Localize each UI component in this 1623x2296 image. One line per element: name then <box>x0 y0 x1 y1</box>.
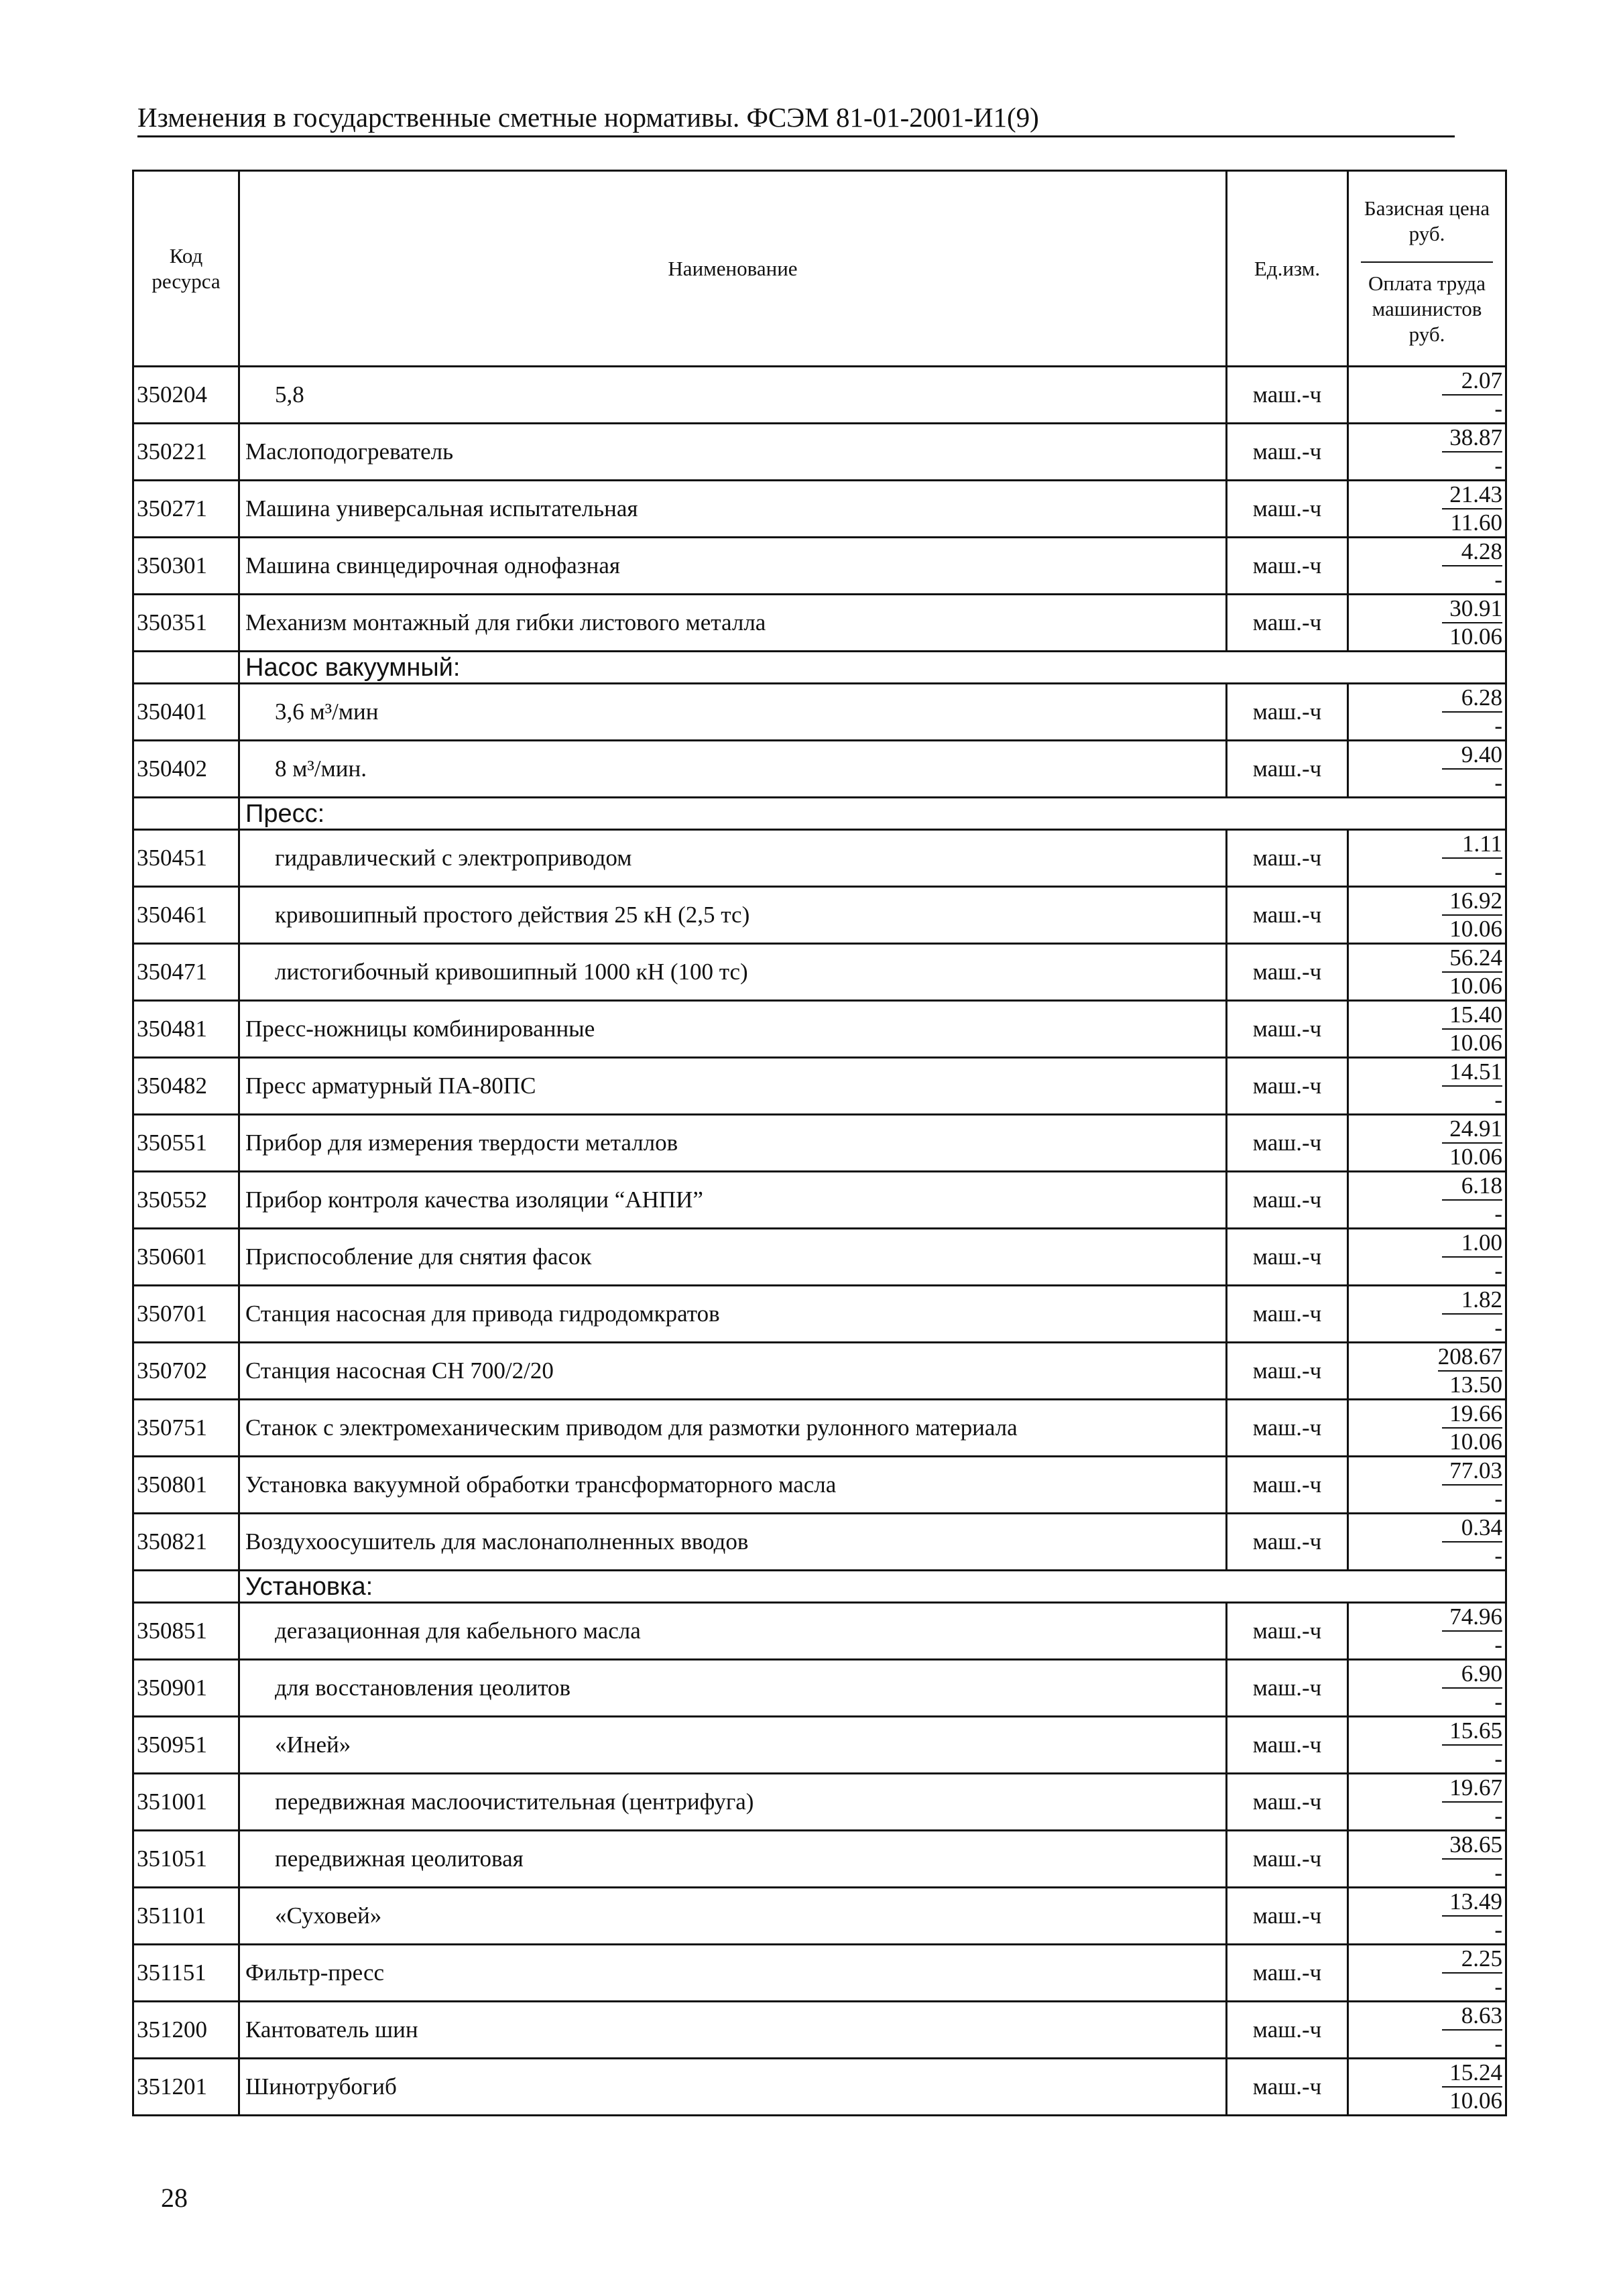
resource-code: 350482 <box>133 1058 239 1115</box>
price-cell <box>1348 2059 1506 2116</box>
price-cell <box>1348 887 1506 944</box>
table-row <box>133 538 1506 595</box>
resource-name: Прибор контроля качества изоляции “АНПИ” <box>239 1172 1227 1229</box>
table-row <box>133 1774 1506 1831</box>
base-price: 6.90 <box>1442 1660 1502 1689</box>
table-row <box>133 1229 1506 1286</box>
table-row <box>133 1603 1506 1660</box>
price-cell <box>1348 1058 1506 1115</box>
operator-wage: - <box>1494 396 1502 422</box>
base-price: 8.63 <box>1442 2002 1502 2031</box>
resource-code: 350702 <box>133 1343 239 1400</box>
group-heading-row <box>133 798 1506 830</box>
resource-code: 350751 <box>133 1400 239 1457</box>
price-cell <box>1348 1001 1506 1058</box>
base-price: 4.28 <box>1442 538 1502 566</box>
price-cell <box>1348 595 1506 652</box>
base-price: 16.92 <box>1442 888 1502 916</box>
price-cell <box>1348 944 1506 1001</box>
column-header-price <box>1348 171 1506 367</box>
unit-of-measure: маш.-ч <box>1227 1343 1348 1400</box>
resource-code: 350481 <box>133 1001 239 1058</box>
base-price: 74.96 <box>1442 1604 1502 1632</box>
resource-name: кривошипный простого действия 25 кН (2,5 тс) <box>239 887 1227 944</box>
table-row <box>133 944 1506 1001</box>
table-row <box>133 2059 1506 2116</box>
resource-name: гидравлический с электроприводом <box>239 830 1227 887</box>
price-cell <box>1348 1831 1506 1888</box>
unit-of-measure: маш.-ч <box>1227 481 1348 538</box>
unit-of-measure: маш.-ч <box>1227 595 1348 652</box>
price-cell <box>1348 1115 1506 1172</box>
operator-wage: - <box>1494 1315 1502 1341</box>
resource-name: Прибор для измерения твердости металлов <box>239 1115 1227 1172</box>
unit-of-measure: маш.-ч <box>1227 2002 1348 2059</box>
group-heading-row <box>133 652 1506 684</box>
table-row <box>133 1457 1506 1514</box>
resource-name: для восстановления цеолитов <box>239 1660 1227 1717</box>
table-row <box>133 1514 1506 1571</box>
table-row <box>133 887 1506 944</box>
resource-code: 350401 <box>133 684 239 741</box>
price-cell <box>1348 1400 1506 1457</box>
operator-wage: 10.06 <box>1449 973 1502 999</box>
operator-wage: - <box>1494 1917 1502 1943</box>
table-row <box>133 1115 1506 1172</box>
group-code-cell <box>133 798 239 830</box>
unit-of-measure: маш.-ч <box>1227 830 1348 887</box>
operator-wage: - <box>1494 452 1502 479</box>
base-price: 56.24 <box>1442 945 1502 973</box>
group-code-cell <box>133 1571 239 1603</box>
base-price: 15.40 <box>1442 1002 1502 1030</box>
base-price: 21.43 <box>1442 481 1502 509</box>
operator-wage: - <box>1494 1632 1502 1658</box>
unit-of-measure: маш.-ч <box>1227 1457 1348 1514</box>
operator-wage: 10.06 <box>1449 623 1502 650</box>
base-price: 38.87 <box>1442 424 1502 452</box>
table-row <box>133 1831 1506 1888</box>
operator-wage: - <box>1494 1803 1502 1829</box>
operator-wage: - <box>1494 2031 1502 2057</box>
base-price: 15.65 <box>1442 1717 1502 1746</box>
resource-name: Кантователь шин <box>239 2002 1227 2059</box>
base-price: 30.91 <box>1442 595 1502 623</box>
table-row <box>133 1717 1506 1774</box>
base-price: 19.66 <box>1442 1400 1502 1429</box>
unit-of-measure: маш.-ч <box>1227 1831 1348 1888</box>
column-header-name: Наименование <box>239 171 1227 367</box>
base-price: 6.28 <box>1442 684 1502 713</box>
unit-of-measure: маш.-ч <box>1227 1774 1348 1831</box>
column-header-operator-wage: Оплата труда машинистов руб. <box>1368 271 1486 346</box>
unit-of-measure: маш.-ч <box>1227 424 1348 481</box>
unit-of-measure: маш.-ч <box>1227 1001 1348 1058</box>
resource-name: «Суховей» <box>239 1888 1227 1945</box>
price-cell <box>1348 1774 1506 1831</box>
column-header-code: Код ресурса <box>133 171 239 367</box>
resource-name: Пресс-ножницы комбинированные <box>239 1001 1227 1058</box>
operator-wage: - <box>1494 770 1502 796</box>
unit-of-measure: маш.-ч <box>1227 1400 1348 1457</box>
unit-of-measure: маш.-ч <box>1227 1660 1348 1717</box>
operator-wage: - <box>1494 1974 1502 2000</box>
operator-wage: 10.06 <box>1449 1144 1502 1170</box>
unit-of-measure: маш.-ч <box>1227 1286 1348 1343</box>
group-fill-cell <box>1227 1571 1506 1603</box>
table-row <box>133 741 1506 798</box>
table-row <box>133 1343 1506 1400</box>
resource-name: дегазационная для кабельного масла <box>239 1603 1227 1660</box>
unit-of-measure: маш.-ч <box>1227 367 1348 424</box>
group-code-cell <box>133 652 239 684</box>
resource-code: 351201 <box>133 2059 239 2116</box>
table-row <box>133 1400 1506 1457</box>
resource-code: 350551 <box>133 1115 239 1172</box>
table-row <box>133 684 1506 741</box>
column-header-base-price: Базисная цена руб. <box>1361 186 1493 263</box>
resource-code: 350801 <box>133 1457 239 1514</box>
resource-code: 350951 <box>133 1717 239 1774</box>
operator-wage: - <box>1494 566 1502 593</box>
operator-wage: 10.06 <box>1449 1030 1502 1056</box>
resource-code: 350701 <box>133 1286 239 1343</box>
page-header: Изменения в государственные сметные нормативы. ФСЭМ 81-01-2001-И1(9) <box>137 101 1455 137</box>
operator-wage: - <box>1494 1486 1502 1512</box>
resource-code: 351151 <box>133 1945 239 2002</box>
table-row <box>133 830 1506 887</box>
base-price: 9.40 <box>1442 741 1502 770</box>
group-fill-cell <box>1227 798 1506 830</box>
table-row <box>133 1888 1506 1945</box>
column-header-unit: Ед.изм. <box>1227 171 1348 367</box>
unit-of-measure: маш.-ч <box>1227 1888 1348 1945</box>
table-row <box>133 1660 1506 1717</box>
table-row <box>133 1945 1506 2002</box>
resource-code: 350301 <box>133 538 239 595</box>
price-cell <box>1348 367 1506 424</box>
resource-name: Воздухоосушитель для маслонаполненных вводов <box>239 1514 1227 1571</box>
base-price: 38.65 <box>1442 1831 1502 1860</box>
unit-of-measure: маш.-ч <box>1227 538 1348 595</box>
table-header-row <box>133 171 1506 367</box>
price-cell <box>1348 1457 1506 1514</box>
resource-name: передвижная цеолитовая <box>239 1831 1227 1888</box>
table-row <box>133 1001 1506 1058</box>
base-price: 0.34 <box>1442 1514 1502 1543</box>
resource-code: 350402 <box>133 741 239 798</box>
resource-name: 8 м³/мин. <box>239 741 1227 798</box>
price-cell <box>1348 1514 1506 1571</box>
operator-wage: - <box>1494 1746 1502 1772</box>
resource-name: Машина свинцедирочная однофазная <box>239 538 1227 595</box>
operator-wage: - <box>1494 713 1502 739</box>
resource-code: 350552 <box>133 1172 239 1229</box>
price-cell <box>1348 1603 1506 1660</box>
base-price: 208.67 <box>1438 1343 1502 1372</box>
group-heading: Насос вакуумный: <box>239 652 1227 684</box>
resource-name: Машина универсальная испытательная <box>239 481 1227 538</box>
resource-name: Установка вакуумной обработки трансформаторного масла <box>239 1457 1227 1514</box>
group-fill-cell <box>1227 652 1506 684</box>
operator-wage: - <box>1494 1258 1502 1284</box>
resource-code: 351101 <box>133 1888 239 1945</box>
operator-wage: - <box>1494 1860 1502 1886</box>
table-row <box>133 1172 1506 1229</box>
resource-name: Механизм монтажный для гибки листового металла <box>239 595 1227 652</box>
resource-code: 351001 <box>133 1774 239 1831</box>
base-price: 19.67 <box>1442 1774 1502 1803</box>
resource-code: 350451 <box>133 830 239 887</box>
operator-wage: 10.06 <box>1449 2088 1502 2114</box>
base-price: 15.24 <box>1442 2059 1502 2088</box>
resource-code: 350204 <box>133 367 239 424</box>
resource-name: Приспособление для снятия фасок <box>239 1229 1227 1286</box>
price-cell <box>1348 538 1506 595</box>
resource-code: 351200 <box>133 2002 239 2059</box>
table-row <box>133 1286 1506 1343</box>
resource-name: «Иней» <box>239 1717 1227 1774</box>
price-cell <box>1348 830 1506 887</box>
base-price: 14.51 <box>1442 1059 1502 1087</box>
unit-of-measure: маш.-ч <box>1227 887 1348 944</box>
price-cell <box>1348 1286 1506 1343</box>
table-body <box>133 367 1506 2116</box>
price-cell <box>1348 1172 1506 1229</box>
price-cell <box>1348 1945 1506 2002</box>
group-heading: Установка: <box>239 1571 1227 1603</box>
resource-code: 350461 <box>133 887 239 944</box>
unit-of-measure: маш.-ч <box>1227 1058 1348 1115</box>
resource-code: 350351 <box>133 595 239 652</box>
resource-name: Маслоподогреватель <box>239 424 1227 481</box>
operator-wage: - <box>1494 1087 1502 1113</box>
group-heading-row <box>133 1571 1506 1603</box>
resource-name: листогибочный кривошипный 1000 кН (100 тс) <box>239 944 1227 1001</box>
resource-name: 3,6 м³/мин <box>239 684 1227 741</box>
resource-name: Пресс арматурный ПА-80ПС <box>239 1058 1227 1115</box>
table-row <box>133 1058 1506 1115</box>
resource-name: Фильтр-пресс <box>239 1945 1227 2002</box>
table-row <box>133 2002 1506 2059</box>
operator-wage: - <box>1494 1201 1502 1227</box>
operator-wage: 13.50 <box>1449 1372 1502 1398</box>
operator-wage: 10.06 <box>1449 916 1502 942</box>
price-cell <box>1348 1229 1506 1286</box>
base-price: 1.11 <box>1442 831 1502 859</box>
resource-code: 350821 <box>133 1514 239 1571</box>
table-row <box>133 367 1506 424</box>
unit-of-measure: маш.-ч <box>1227 684 1348 741</box>
unit-of-measure: маш.-ч <box>1227 1945 1348 2002</box>
resource-code: 350601 <box>133 1229 239 1286</box>
resource-code: 350901 <box>133 1660 239 1717</box>
unit-of-measure: маш.-ч <box>1227 1514 1348 1571</box>
operator-wage: 11.60 <box>1450 509 1502 536</box>
unit-of-measure: маш.-ч <box>1227 1115 1348 1172</box>
resource-code: 351051 <box>133 1831 239 1888</box>
operator-wage: - <box>1494 859 1502 885</box>
price-cell <box>1348 1343 1506 1400</box>
group-heading: Пресс: <box>239 798 1227 830</box>
resource-name: Шинотрубогиб <box>239 2059 1227 2116</box>
base-price: 77.03 <box>1442 1457 1502 1486</box>
base-price: 24.91 <box>1442 1115 1502 1144</box>
price-cell <box>1348 481 1506 538</box>
base-price: 2.25 <box>1442 1945 1502 1974</box>
unit-of-measure: маш.-ч <box>1227 1717 1348 1774</box>
table-row <box>133 424 1506 481</box>
resource-name: Станция насосная для привода гидродомкратов <box>239 1286 1227 1343</box>
resource-name: Станок с электромеханическим приводом для размотки рулонного материала <box>239 1400 1227 1457</box>
resource-code: 350851 <box>133 1603 239 1660</box>
operator-wage: 10.06 <box>1449 1429 1502 1455</box>
table-row <box>133 481 1506 538</box>
resource-name: передвижная маслоочистительная (центрифуга) <box>239 1774 1227 1831</box>
resource-name: Станция насосная СН 700/2/20 <box>239 1343 1227 1400</box>
unit-of-measure: маш.-ч <box>1227 944 1348 1001</box>
price-cell <box>1348 1717 1506 1774</box>
unit-of-measure: маш.-ч <box>1227 2059 1348 2116</box>
resource-code: 350271 <box>133 481 239 538</box>
resource-table <box>132 170 1507 2116</box>
table-row <box>133 595 1506 652</box>
base-price: 1.00 <box>1442 1229 1502 1258</box>
operator-wage: - <box>1494 1543 1502 1569</box>
price-cell <box>1348 424 1506 481</box>
unit-of-measure: маш.-ч <box>1227 1229 1348 1286</box>
unit-of-measure: маш.-ч <box>1227 1172 1348 1229</box>
price-cell <box>1348 741 1506 798</box>
operator-wage: - <box>1494 1689 1502 1715</box>
price-cell <box>1348 1660 1506 1717</box>
base-price: 6.18 <box>1442 1172 1502 1201</box>
resource-code: 350221 <box>133 424 239 481</box>
page-number: 28 <box>161 2183 188 2213</box>
price-cell <box>1348 1888 1506 1945</box>
unit-of-measure: маш.-ч <box>1227 1603 1348 1660</box>
unit-of-measure: маш.-ч <box>1227 741 1348 798</box>
base-price: 2.07 <box>1442 367 1502 396</box>
price-cell <box>1348 2002 1506 2059</box>
base-price: 13.49 <box>1442 1888 1502 1917</box>
base-price: 1.82 <box>1442 1286 1502 1315</box>
resource-name: 5,8 <box>239 367 1227 424</box>
resource-code: 350471 <box>133 944 239 1001</box>
price-cell <box>1348 684 1506 741</box>
